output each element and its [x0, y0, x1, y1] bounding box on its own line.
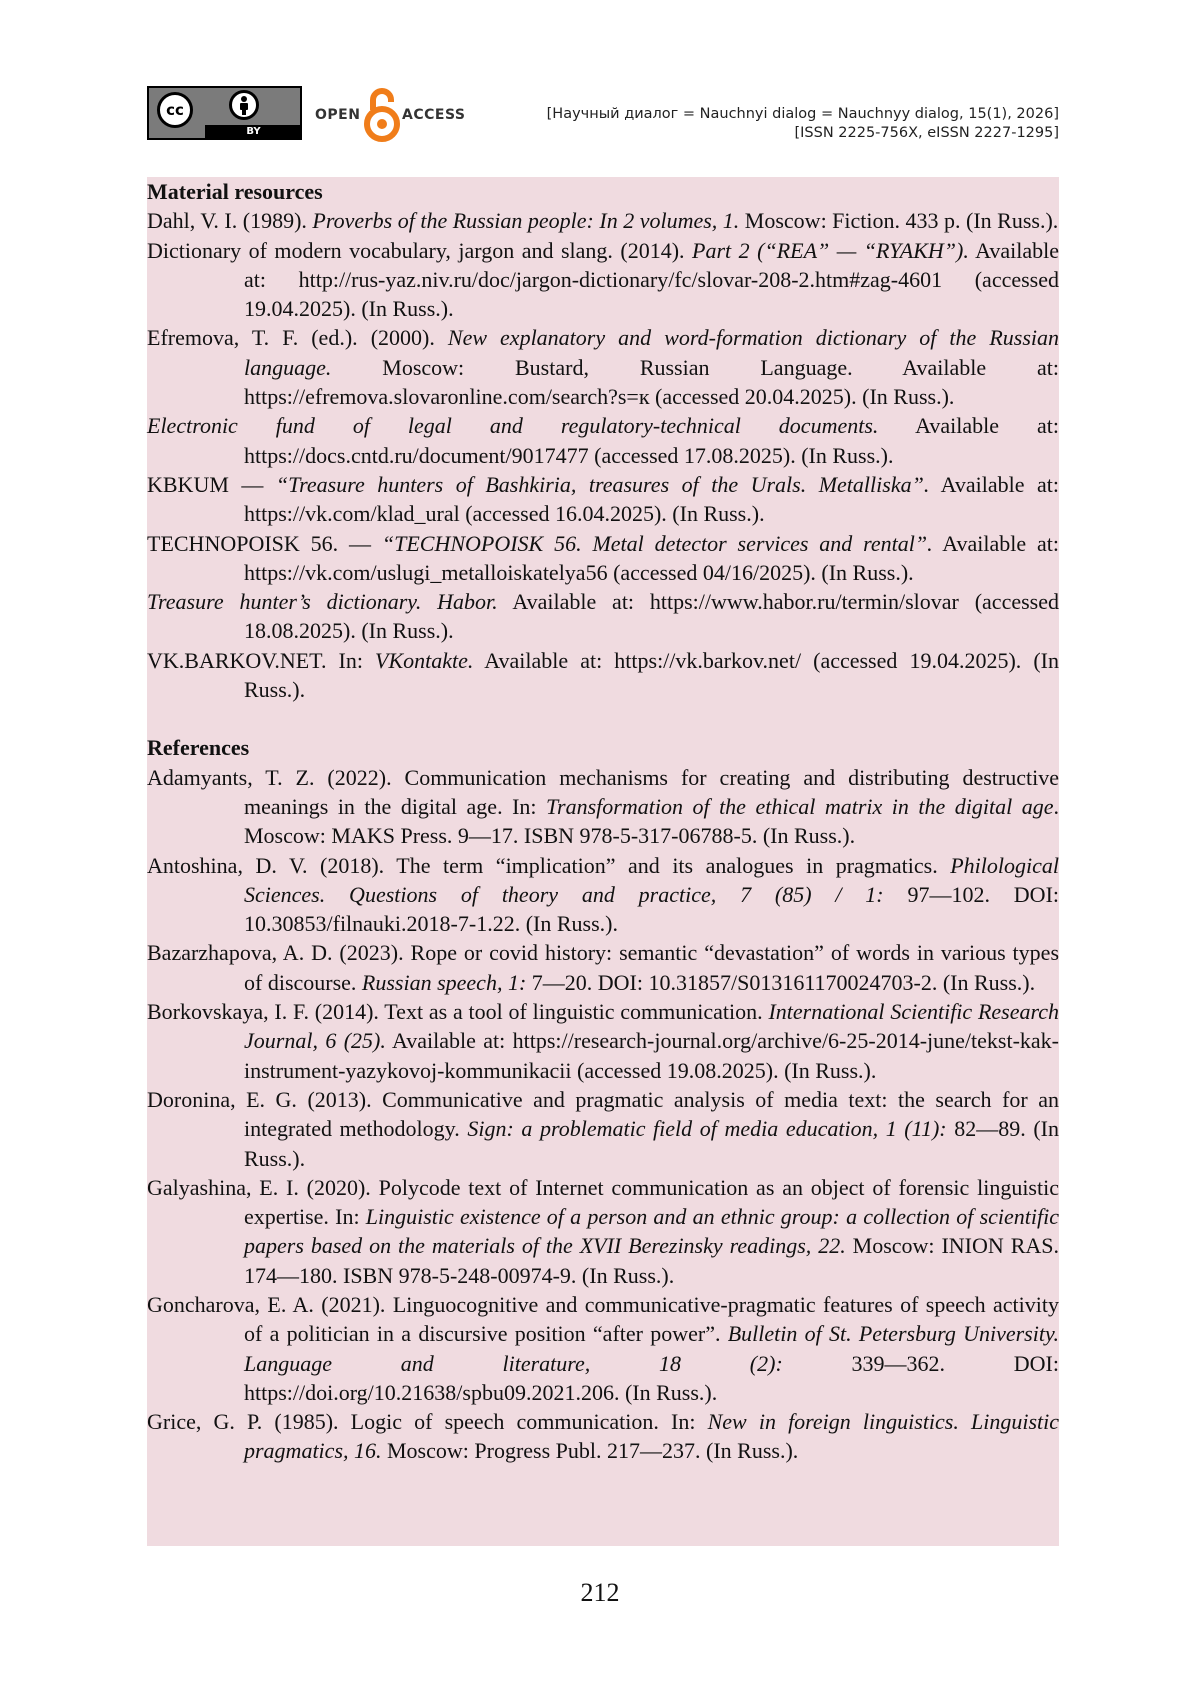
page-number: 212 [580, 1578, 620, 1607]
reference-details: Available at: https://research-journal.org/archive/6-25-2014-june/tekst-kak-instrument-yazykovoj-kommunikacii (accessed 19.08.2025). (In Russ.). [244, 1028, 1059, 1083]
reference-text: VK.BARKOV.NET. In: [147, 647, 376, 673]
access-label: ACCESS [402, 107, 466, 123]
reference-entry [147, 1407, 1059, 1466]
reference-text: Doronina, E. G. (2013). Communicative and pragmatic analysis of media text: the search for an integrated methodology. [147, 1086, 1059, 1142]
section-gap [147, 704, 1059, 733]
reference-title: Russian speech, 1: [361, 969, 527, 995]
reference-title: Electronic fund of legal and regulatory-technical documents. [147, 413, 879, 439]
reference-details: Available at: https://vk.com/klad_ural (accessed 16.04.2025). (In Russ.). [244, 471, 1059, 527]
reference-entry [147, 646, 1059, 705]
reference-details: Available at: http://rus-yaz.niv.ru/doc/jargon-dictionary/fc/slovar-208-2.htm#zag-4601 (accessed 19.04.2025). (In Russ.). [244, 237, 1060, 322]
reference-title: International Scientific Research Journal, 6 (25). [244, 999, 1060, 1054]
reference-details: Moscow: Progress Publ. 217—237. (In Russ.). [381, 1438, 799, 1464]
journal-citation: [Научный диалог = Nauchnyi dialog = Nauchnyy dialog, 15(1), 2026] [546, 106, 1059, 122]
reference-title: VKontakte. [375, 647, 474, 673]
reference-details: Moscow: Fiction. 433 p. (In Russ.). [739, 208, 1059, 234]
reference-text: Goncharova, E. A. (2021). Linguocognitive and communicative-pragmatic features of speech activity of a politician in a discursive position “after power”. [147, 1291, 1059, 1347]
reference-text: Borkovskaya, I. F. (2014). Text as a tool of linguistic communication. [147, 999, 769, 1025]
reference-entry [147, 851, 1059, 939]
creative-commons-icon: cc [157, 92, 193, 128]
reference-title: New in foreign linguistics. Linguistic pragmatics, 16. [244, 1409, 1060, 1464]
reference-details: Available at: https://vk.barkov.net/ (accessed 19.04.2025). (In Russ.). [244, 647, 1059, 703]
reference-entry [147, 1085, 1059, 1173]
reference-details: 82—89. (In Russ.). [244, 1116, 1059, 1171]
reference-title: “Treasure hunters of Bashkiria, treasures of the Urals. Metalliska”. [275, 471, 930, 497]
attribution-person-icon [229, 90, 259, 120]
reference-entry [147, 470, 1059, 529]
reference-text: Dictionary of modern vocabulary, jargon and slang. (2014). [147, 237, 693, 263]
open-access-lock-icon [357, 86, 407, 142]
reference-text: Adamyants, T. Z. (2022). Communication mechanisms for creating and distributing destructive meanings in the digital age. In: [147, 764, 1059, 819]
reference-entry [147, 1290, 1059, 1407]
reference-title: Bulletin of St. Petersburg University. Language and literature, 18 (2): [244, 1321, 1059, 1376]
reference-details: 7—20. DOI: 10.31857/S013161170024703-2. (In Russ.). [526, 969, 1036, 995]
reference-text: Bazarzhapova, A. D. (2023). Rope or covid history: semantic “devastation” of words in various types of discourse. [147, 940, 1059, 995]
bibliography-block [147, 177, 1059, 1546]
reference-details: 97—102. DOI: 10.30853/filnauki.2018-7-1.22. (In Russ.). [244, 881, 1060, 937]
reference-details: Available at: https://docs.cntd.ru/document/9017477 (accessed 17.08.2025). (In Russ.). [244, 413, 1059, 468]
journal-info [547, 105, 1059, 143]
reference-details: Available at: https://www.habor.ru/termin/slovar (accessed 18.08.2025). (In Russ.). [244, 589, 1059, 644]
reference-title: “TECHNOPOISK 56. Metal detector services and rental”. [381, 530, 933, 556]
reference-entry [147, 763, 1059, 851]
reference-entry [147, 997, 1059, 1085]
reference-text: KBKUM — [147, 471, 276, 497]
reference-title: Linguistic existence of a person and an ethnic group: a collection of scientific papers based on the materials of the XVII Berezinsky readings, 22. [244, 1204, 1059, 1259]
references-list [147, 763, 1059, 1466]
reference-entry [147, 411, 1059, 470]
journal-issn: [ISSN 2225-756X, eISSN 2227-1295] [794, 125, 1059, 141]
reference-title: Treasure hunter’s dictionary. Habor. [147, 589, 498, 615]
by-label: BY [205, 125, 302, 138]
reference-title: Proverbs of the Russian people: In 2 volumes, 1. [312, 208, 740, 234]
reference-title: New explanatory and word-formation dictionary of the Russian language. [244, 325, 1059, 380]
reference-details: 339—362. DOI: https://doi.org/10.21638/spbu09.2021.206. (In Russ.). [244, 1350, 1060, 1405]
reference-details: Available at: https://vk.com/uslugi_metalloiskatelya56 (accessed 04/16/2025). (In Russ.). [244, 530, 1059, 585]
material-resources-list [147, 206, 1059, 704]
reference-entry [147, 206, 1059, 235]
reference-entry [147, 236, 1059, 324]
reference-text: Galyashina, E. I. (2020). Polycode text of Internet communication as an object of forensic linguistic expertise. In: [147, 1174, 1059, 1230]
references-title: References [147, 735, 250, 761]
reference-details: Moscow: INION RAS. 174—180. ISBN 978-5-248-00974-9. (In Russ.). [244, 1233, 1059, 1288]
reference-title: Sign: a problematic field of media education, 1 (11): [467, 1116, 947, 1142]
reference-text: Grice, G. P. (1985). Logic of speech communication. In: [147, 1409, 708, 1435]
cc-by-license-badge[interactable] [147, 86, 302, 140]
reference-text: Efremova, T. F. (ed.). (2000). [147, 325, 448, 351]
reference-entry [147, 587, 1059, 646]
reference-title: Transformation of the ethical matrix in the digital age [546, 793, 1054, 819]
page-header [147, 86, 1059, 146]
reference-entry [147, 323, 1059, 411]
reference-text: Antoshina, D. V. (2018). The term “implication” and its analogues in pragmatics. [147, 852, 951, 878]
reference-entry [147, 938, 1059, 997]
reference-details: Moscow: Bustard, Russian Language. Available at: https://efremova.slovaronline.com/search?s=к (accessed 20.04.2025). (In Russ.). [244, 354, 1059, 410]
open-label: OPEN [315, 107, 361, 123]
reference-title: Philological Sciences. Questions of theory and practice, 7 (85) / 1: [244, 852, 1059, 907]
reference-text: Dahl, V. I. (1989). [147, 208, 313, 234]
reference-title: Part 2 (“REA” — “RYAKH”). [692, 237, 969, 263]
reference-entry [147, 529, 1059, 588]
reference-details: . Moscow: MAKS Press. 9—17. ISBN 978-5-317-06788-5. (In Russ.). [244, 793, 1059, 849]
reference-entry [147, 1173, 1059, 1290]
material-resources-title: Material resources [147, 179, 323, 204]
reference-text: TECHNOPOISK 56. — [147, 530, 382, 556]
